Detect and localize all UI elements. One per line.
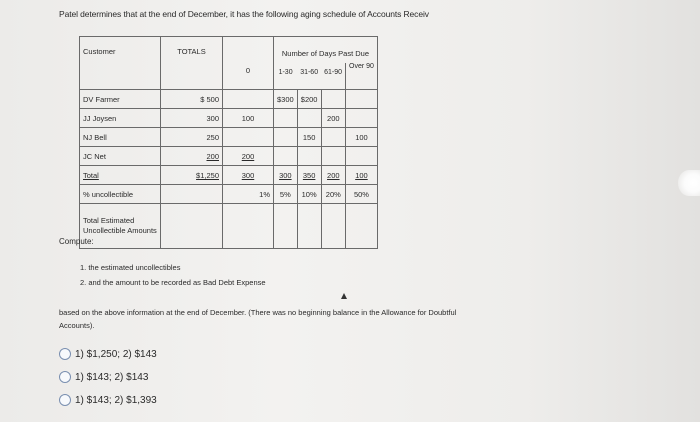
row-total: 300 <box>161 109 223 128</box>
table-row: DV Farmer $ 500 $300 $200 <box>80 90 378 109</box>
customer-name: JJ Joysen <box>80 109 161 128</box>
radio-button-icon[interactable] <box>59 348 71 360</box>
header-1-30: 1-30 <box>274 63 298 81</box>
answer-option-2[interactable] <box>59 371 148 383</box>
customer-name: JC Net <box>80 147 161 166</box>
row-total: $ 500 <box>161 90 223 109</box>
question-2: 2. and the amount to be recorded as Bad Debt Expense <box>80 278 266 287</box>
aging-schedule-table <box>79 36 378 249</box>
header-31-60: 31-60 <box>300 68 319 76</box>
estimated-label: Total Estimated Uncollectible Amounts <box>80 204 161 249</box>
estimated-uncollectible-row <box>80 204 378 249</box>
table-row: NJ Bell 250 150 100 <box>80 128 378 147</box>
header-61-90: 61-90 <box>324 68 342 76</box>
header-customer: Customer <box>80 37 161 90</box>
header-over-90: Over 90 <box>346 63 378 90</box>
radio-button-icon[interactable] <box>59 394 71 406</box>
mouse-cursor-icon <box>341 293 347 299</box>
answer-option-label: 1) $143; 2) $143 <box>75 371 149 383</box>
customer-name: NJ Bell <box>80 128 161 147</box>
table-row: JC Net 200 200 <box>80 147 378 166</box>
light-glare <box>678 170 700 196</box>
total-row: Total $1,250 300 300 350 200 100 <box>80 166 378 185</box>
compute-label: Compute: <box>59 237 94 246</box>
answer-option-3[interactable] <box>59 394 157 406</box>
table-row: JJ Joysen 300 100 200 <box>80 109 378 128</box>
radio-button-icon[interactable] <box>59 371 71 383</box>
answer-option-label: 1) $1,250; 2) $143 <box>75 348 157 360</box>
customer-name: DV Farmer <box>80 90 161 109</box>
answer-option-1[interactable] <box>59 348 157 360</box>
total-label: Total <box>80 166 161 185</box>
question-1: 1. the estimated uncollectibles <box>80 263 181 272</box>
row-total: 200 <box>161 147 223 166</box>
pct-label: % uncollectible <box>80 185 161 204</box>
instruction-note: based on the above information at the end of December. (There was no beginning balance in the Allowance for Doubtful Accounts). <box>59 308 457 330</box>
header-days-past-due: Number of Days Past Due <box>274 37 378 64</box>
grand-total: $1,250 <box>161 166 223 185</box>
question-title: Patel determines that at the end of December, it has the following aging schedule of Accounts Receiv <box>59 9 429 19</box>
answer-option-label: 1) $143; 2) $1,393 <box>75 394 157 406</box>
pct-uncollectible-row: % uncollectible 1% 5% 10% 20% 50% <box>80 185 378 204</box>
header-totals: TOTALS <box>161 37 223 90</box>
header-0: 0 <box>223 37 274 90</box>
row-total: 250 <box>161 128 223 147</box>
